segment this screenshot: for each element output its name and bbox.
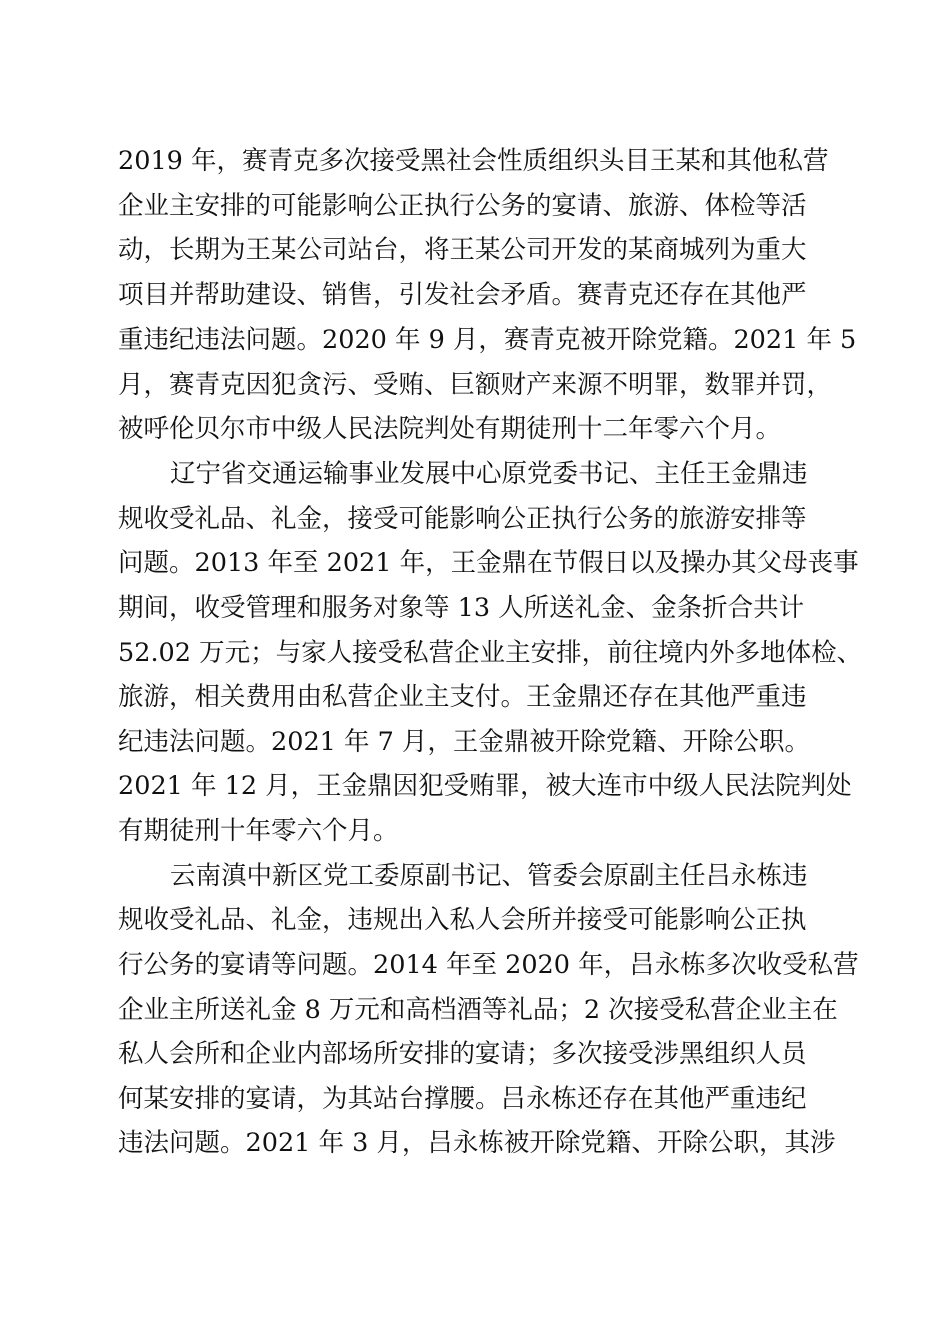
- text-line: 项目并帮助建设、销售，引发社会矛盾。赛青克还存在其他严: [118, 280, 807, 310]
- text-line: 月，赛青克因犯贪污、受贿、巨额财产来源不明罪，数罪并罚，: [118, 370, 833, 400]
- text-line: 何某安排的宴请，为其站台撑腰。吕永栋还存在其他严重违纪: [118, 1084, 807, 1114]
- text-line: 企业主安排的可能影响公正执行公务的宴请、旅游、体检等活: [118, 191, 807, 221]
- text-line: 有期徒刑十年零六个月。: [118, 816, 399, 846]
- text-line: 重违纪违法问题。2020 年 9 月，赛青克被开除党籍。2021 年 5: [118, 325, 857, 355]
- text-line: 被呼伦贝尔市中级人民法院判处有期徒刑十二年零六个月。: [118, 414, 782, 444]
- text-line: 问题。2013 年至 2021 年，王金鼎在节假日以及操办其父母丧事: [118, 548, 859, 578]
- text-line: 规收受礼品、礼金，违规出入私人会所并接受可能影响公正执: [118, 905, 807, 935]
- text-line: 违法问题。2021 年 3 月，吕永栋被开除党籍、开除公职，其涉: [118, 1128, 836, 1158]
- text-line: 规收受礼品、礼金，接受可能影响公正执行公务的旅游安排等: [118, 504, 807, 534]
- text-line: 期间，收受管理和服务对象等 13 人所送礼金、金条折合共计: [118, 593, 805, 623]
- text-line: 企业主所送礼金 8 万元和高档酒等礼品；2 次接受私营企业主在: [118, 995, 838, 1025]
- text-line: 行公务的宴请等问题。2014 年至 2020 年，吕永栋多次收受私营: [118, 950, 859, 980]
- text-line: 52.02 万元；与家人接受私营企业主安排，前往境内外多地体检、: [118, 638, 863, 668]
- text-line: 动，长期为王某公司站台，将王某公司开发的某商城列为重大: [118, 235, 807, 265]
- paragraph-first-line: 辽宁省交通运输事业发展中心原党委书记、主任王金鼎违: [170, 459, 808, 489]
- text-line: 纪违法问题。2021 年 7 月，王金鼎被开除党籍、开除公职。: [118, 727, 810, 757]
- text-line: 私人会所和企业内部场所安排的宴请；多次接受涉黑组织人员: [118, 1039, 807, 1069]
- paragraph-first-line: 云南滇中新区党工委原副书记、管委会原副主任吕永栋违: [170, 861, 808, 891]
- text-line: 旅游，相关费用由私营企业主支付。王金鼎还存在其他严重违: [118, 682, 807, 712]
- text-line: 2019 年，赛青克多次接受黑社会性质组织头目王某和其他私营: [118, 146, 829, 176]
- text-line: 2021 年 12 月，王金鼎因犯受贿罪，被大连市中级人民法院判处: [118, 771, 852, 801]
